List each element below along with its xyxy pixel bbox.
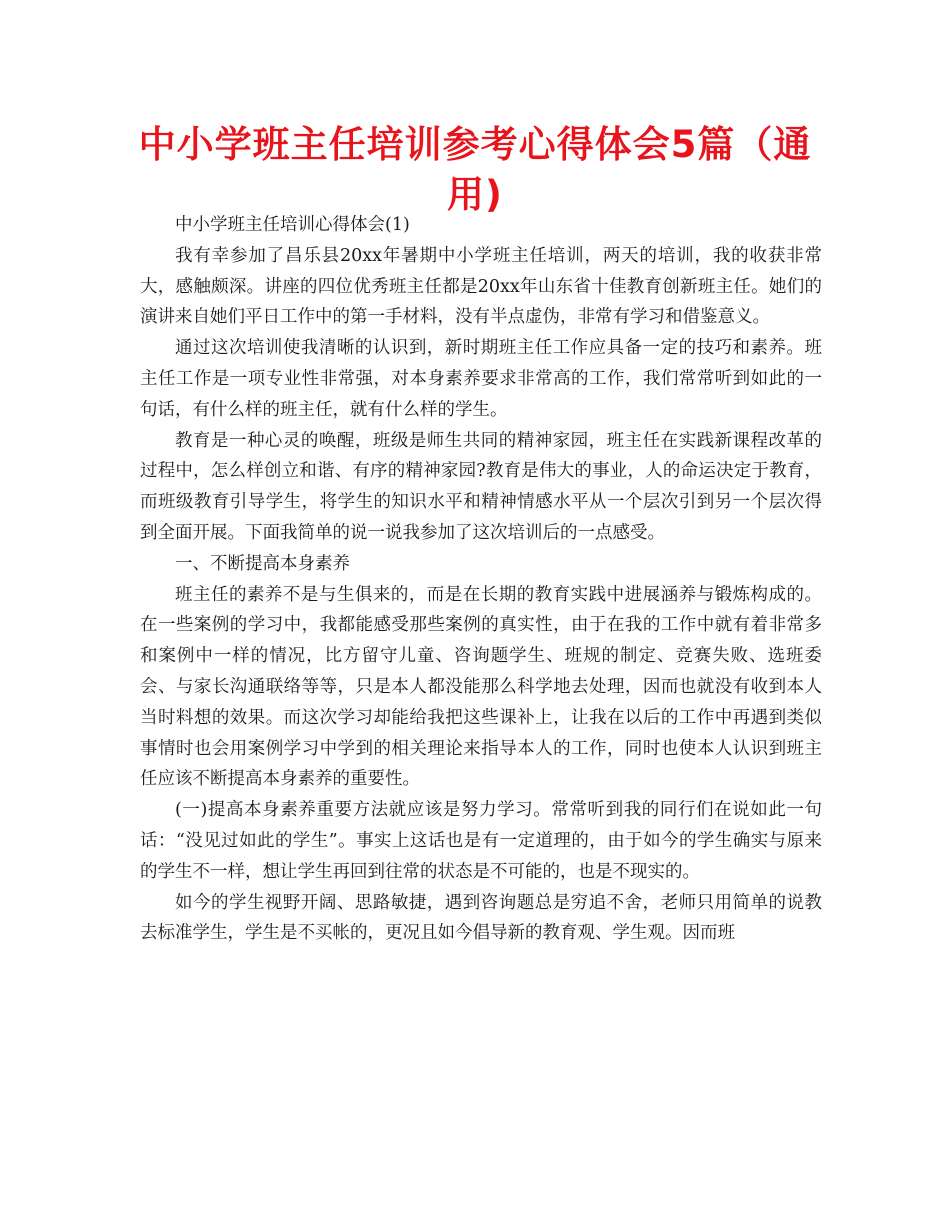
- document-title: 中小学班主任培训参考心得体会5篇（通用): [138, 123, 812, 216]
- section-heading: 中小学班主任培训心得体会(1): [175, 215, 410, 235]
- document-body: [140, 210, 822, 949]
- paragraph: 班主任的素养不是与生俱来的，而是在长期的教育实践中进展涵养与锻炼构成的。在一些案例的学习中，我都能感受那些案例的真实性，由于在我的工作中就有着非常多和案例中一样的情况，比方留守儿童、咨询题学生、班规的制定、竞赛失败、选班委会、与家长沟通联络等等，只是本人都没能那么科学地去处理，因而也就没有收到本人当时料想的效果。而这次学习却能给我把这些课补上，让我在以后的工作中再遇到类似事情时也会用案例学习中学到的相关理论来指导本人的工作，同时也使本人认识到班主任应该不断提高本身素养的重要性。: [140, 584, 822, 790]
- section-heading: 一、不断提高本身素养: [175, 553, 350, 574]
- paragraph: 教育是一种心灵的唤醒，班级是师生共同的精神家园，班主任在实践新课程改革的过程中，怎么样创立和谐、有序的精神家园?教育是伟大的事业，人的命运决定于教育，而班级教育引导学生，将学生的知识水平和精神情感水平从一个层次引到另一个层次得到全面开展。下面我简单的说一说我参加了这次培训后的一点感受。: [140, 430, 822, 543]
- paragraph: 我有幸参加了昌乐县20xx年暑期中小学班主任培训，两天的培训，我的收获非常大，感触颇深。讲座的四位优秀班主任都是20xx年山东省十佳教育创新班主任。她们的演讲来自她们平日工作中的第一手材料，没有半点虚伪，非常有学习和借鉴意义。: [140, 245, 822, 328]
- paragraph: (一)提高本身素养重要方法就应该是努力学习。常常听到我的同行们在说如此一句话：“没见过如此的学生”。事实上这话也是有一定道理的，由于如今的学生确实与原来的学生不一样，想让学生再回到往常的状态是不可能的，也是不现实的。: [140, 800, 822, 882]
- paragraph: 通过这次培训使我清晰的认识到，新时期班主任工作应具备一定的技巧和素养。班主任工作是一项专业性非常强，对本身素养要求非常高的工作，我们常常听到如此的一句话，有什么样的班主任，就有什么样的学生。: [140, 338, 822, 420]
- paragraph: 如今的学生视野开阔、思路敏捷，遇到咨询题总是穷追不舍，老师只用简单的说教去标准学生，学生是不买帐的，更况且如今倡导新的教育观、学生观。因而班: [140, 892, 822, 944]
